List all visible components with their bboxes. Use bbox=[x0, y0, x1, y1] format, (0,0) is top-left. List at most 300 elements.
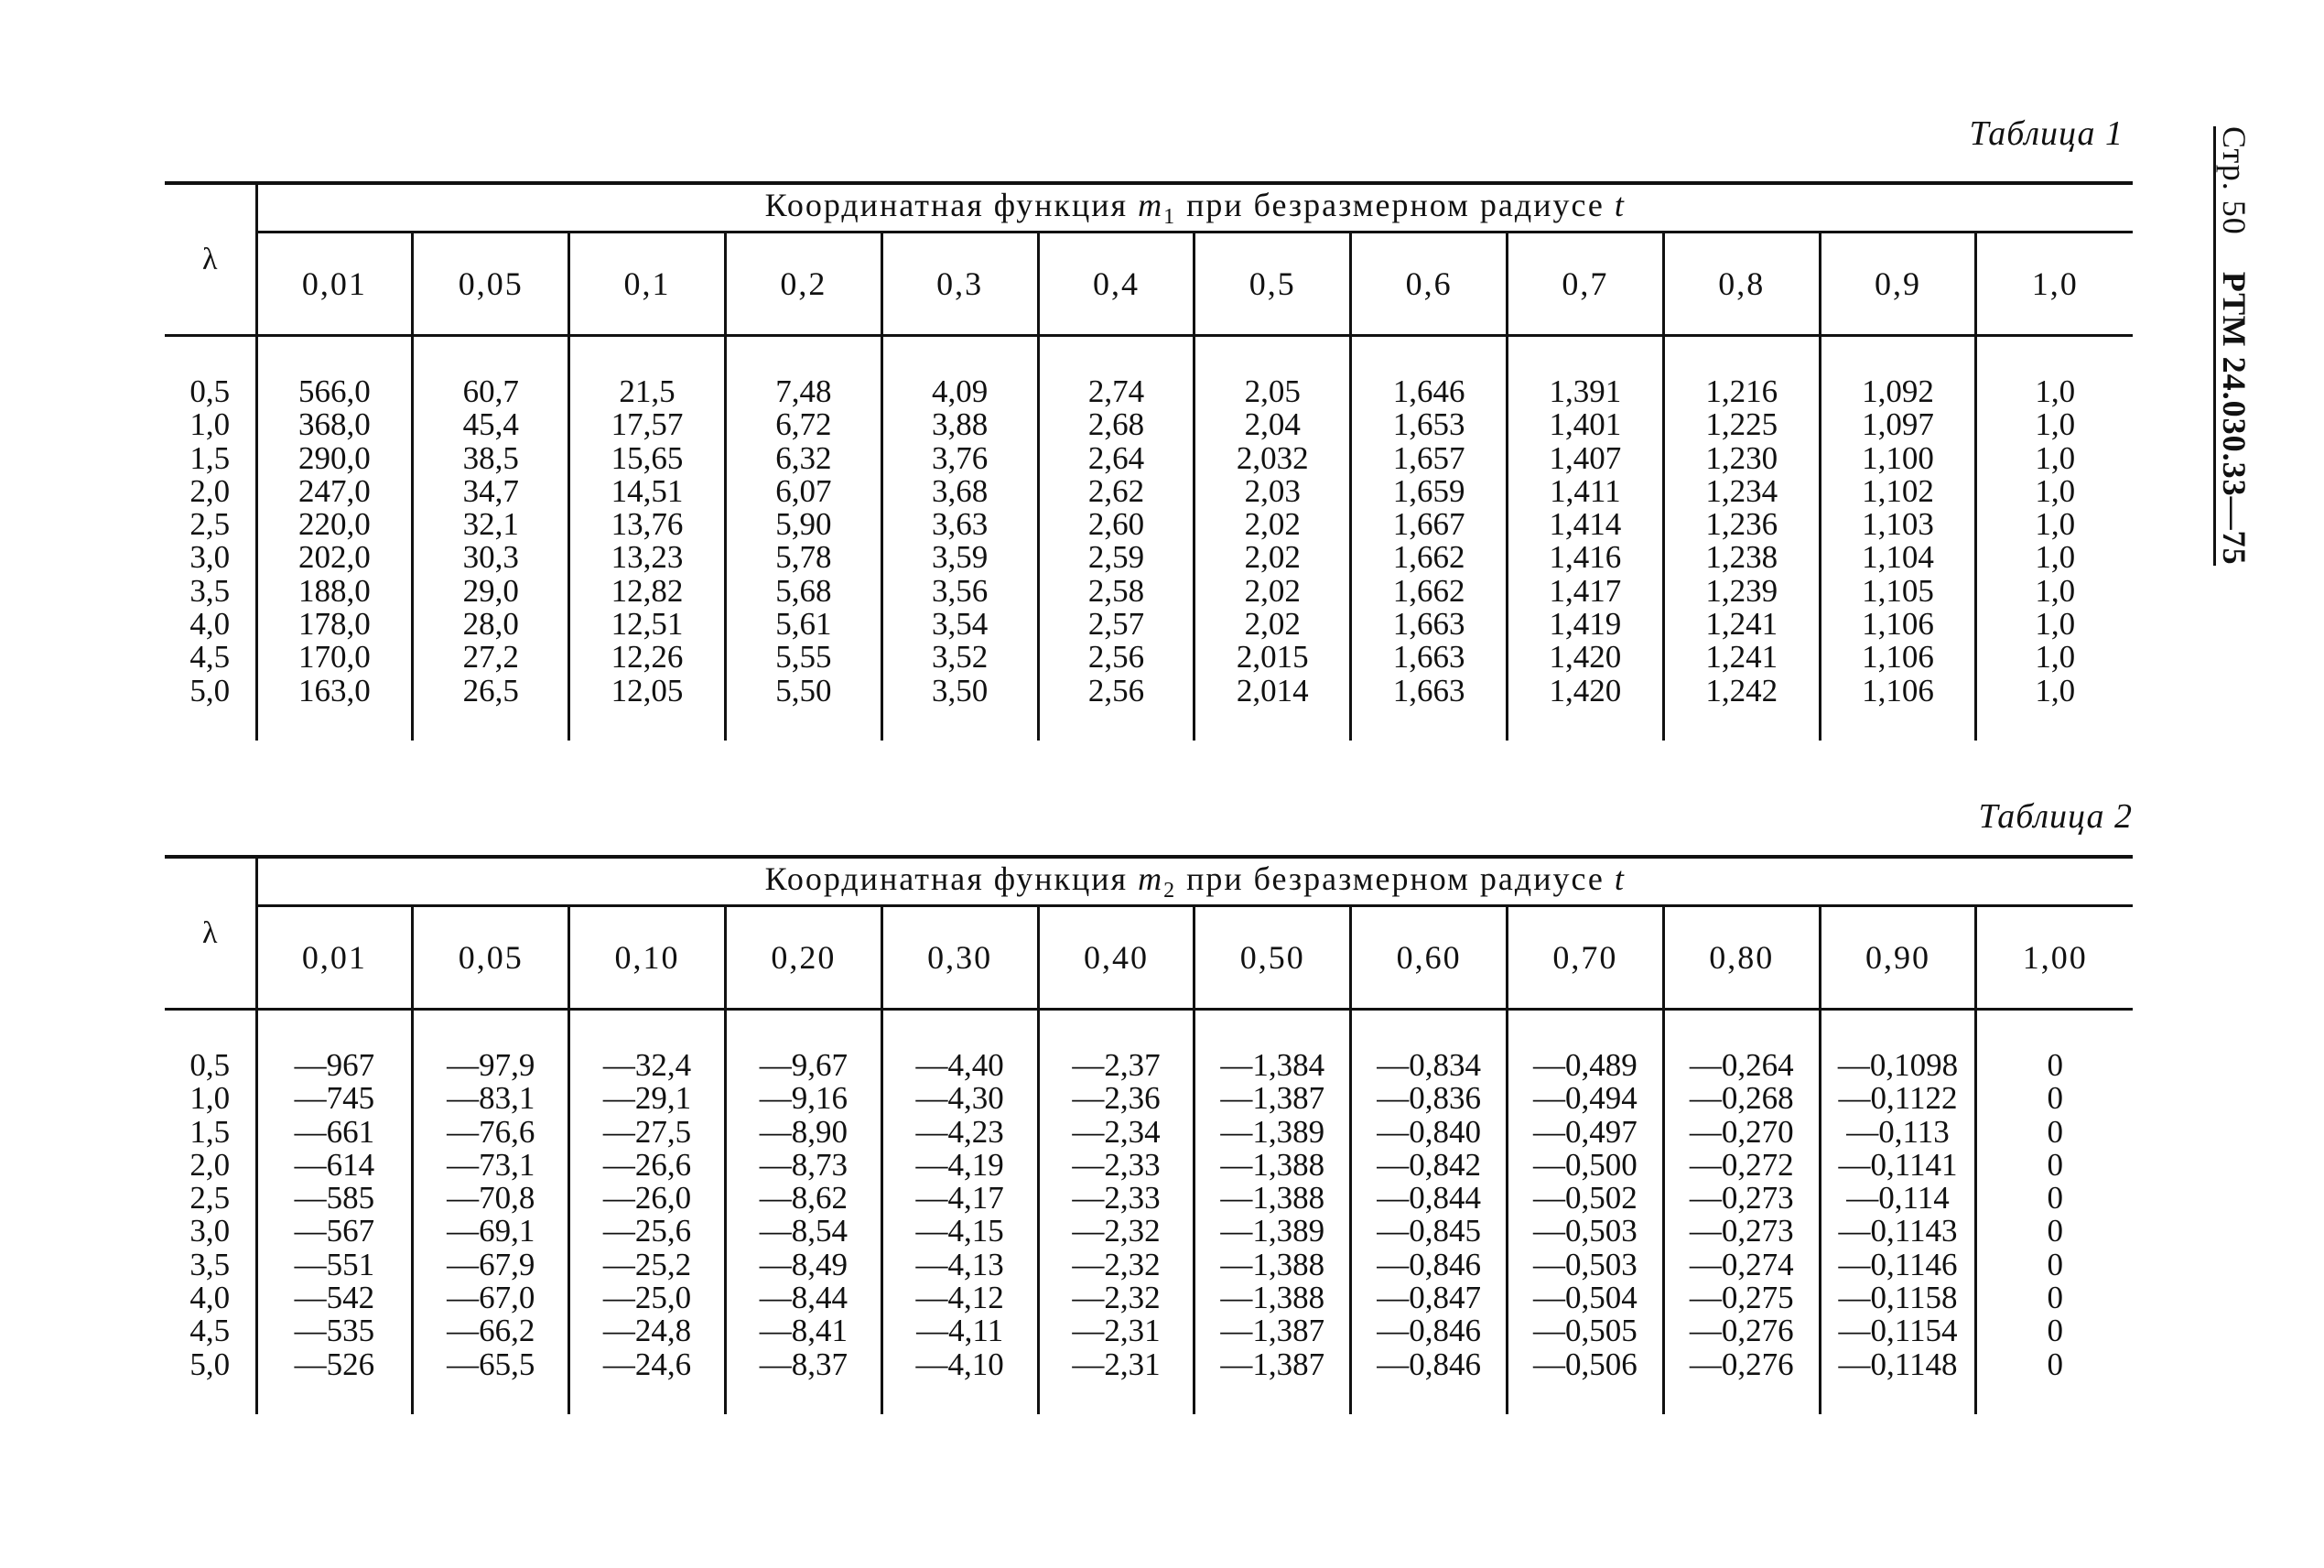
table2-cell: —2,37 bbox=[1072, 1047, 1161, 1083]
table1-value-column bbox=[1976, 336, 2133, 741]
table1-cell: 1,653 bbox=[1392, 406, 1465, 443]
table2-cell: —27,5 bbox=[602, 1113, 692, 1150]
table2-cell: —76,6 bbox=[447, 1113, 535, 1150]
table1-value-column bbox=[413, 336, 569, 741]
table2-lambda-value: 5,0 bbox=[189, 1346, 231, 1382]
table1-cell: 1,657 bbox=[1392, 439, 1465, 476]
table1-cell: 32,1 bbox=[462, 506, 519, 543]
table2-lambda-value: 2,0 bbox=[189, 1146, 231, 1183]
table1-value-column bbox=[881, 336, 1038, 741]
table2-cell: —4,12 bbox=[915, 1280, 1004, 1316]
table2-cell: —2,31 bbox=[1072, 1313, 1161, 1349]
table1-cell: 178,0 bbox=[298, 606, 371, 643]
table2-cell: 0 bbox=[2047, 1047, 2063, 1083]
table1-cell: 2,02 bbox=[1244, 506, 1301, 543]
table2-cell: —0,840 bbox=[1377, 1113, 1481, 1150]
table1-value-column bbox=[1038, 336, 1194, 741]
table1-cell: 1,0 bbox=[2035, 539, 2076, 576]
table1-cell: 1,106 bbox=[1862, 606, 1934, 643]
table2-cell: —1,388 bbox=[1220, 1180, 1325, 1217]
table2-t-header: 0,90 bbox=[1820, 906, 1976, 1010]
table1-cell: 1,662 bbox=[1392, 539, 1465, 576]
table1-caption: Таблица 1 bbox=[1969, 114, 2124, 153]
table2-cell: —0,1148 bbox=[1838, 1346, 1958, 1382]
table1-cell: 1,092 bbox=[1862, 373, 1934, 409]
table1-cell: 3,76 bbox=[932, 439, 989, 476]
table2-cell: —1,389 bbox=[1220, 1113, 1325, 1150]
table1-cell: 45,4 bbox=[462, 406, 519, 443]
table2-cell: 0 bbox=[2047, 1080, 2063, 1117]
table1-cell: 1,238 bbox=[1705, 539, 1778, 576]
table1-t-header: 0,4 bbox=[1038, 232, 1194, 336]
table1-t-header: 1,0 bbox=[1976, 232, 2133, 336]
table2-lambda-value: 4,5 bbox=[189, 1313, 231, 1349]
table1-cell: 1,646 bbox=[1392, 373, 1465, 409]
table2-value-column bbox=[256, 1010, 413, 1414]
table2-cell: —0,489 bbox=[1533, 1047, 1638, 1083]
table2-caption: Таблица 2 bbox=[1978, 797, 2133, 836]
doc-code: РТМ 24.030.33—75 bbox=[2216, 271, 2253, 566]
table2-title-t: t bbox=[1614, 860, 1626, 897]
table2-cell: —2,36 bbox=[1072, 1080, 1161, 1117]
table2-cell: —4,13 bbox=[915, 1246, 1004, 1282]
table2-title bbox=[256, 857, 2133, 906]
table1-cell: 5,50 bbox=[775, 672, 832, 708]
table1-value-column bbox=[569, 336, 726, 741]
table2-cell: —0,272 bbox=[1689, 1146, 1794, 1183]
table1-value-column bbox=[1351, 336, 1508, 741]
table1-cell: 1,236 bbox=[1705, 506, 1778, 543]
table2-cell: —0,268 bbox=[1689, 1080, 1794, 1117]
table2-cell: —8,54 bbox=[759, 1213, 848, 1249]
table1-t-header: 0,01 bbox=[256, 232, 413, 336]
table2-t-header: 0,30 bbox=[881, 906, 1038, 1010]
table1-cell: 3,63 bbox=[932, 506, 989, 543]
table1-cell: 4,09 bbox=[932, 373, 989, 409]
table1-cell: 1,414 bbox=[1549, 506, 1622, 543]
table2-cell: —4,10 bbox=[915, 1346, 1004, 1382]
table1-cell: 1,407 bbox=[1549, 439, 1622, 476]
table2-lambda-header bbox=[165, 857, 256, 1010]
table2-cell: —2,31 bbox=[1072, 1346, 1161, 1382]
table1-cell: 13,76 bbox=[611, 506, 684, 543]
table2-cell: —2,34 bbox=[1072, 1113, 1161, 1150]
table2-t-header: 1,00 bbox=[1976, 906, 2133, 1010]
table2-value-column bbox=[1038, 1010, 1194, 1414]
table1-cell: 2,64 bbox=[1087, 439, 1145, 476]
table2-cell: —535 bbox=[294, 1313, 375, 1349]
table1-cell: 1,667 bbox=[1392, 506, 1465, 543]
table1-cell: 1,100 bbox=[1862, 439, 1934, 476]
table1-cell: 12,82 bbox=[611, 572, 684, 609]
table1-t-header: 0,1 bbox=[569, 232, 726, 336]
table1-cell: 2,56 bbox=[1087, 672, 1145, 708]
table1-t-header: 0,7 bbox=[1508, 232, 1664, 336]
table2-cell: —2,33 bbox=[1072, 1180, 1161, 1217]
table1-cell: 1,216 bbox=[1705, 373, 1778, 409]
table1-cell: 1,106 bbox=[1862, 639, 1934, 676]
table2-cell: —25,6 bbox=[602, 1213, 692, 1249]
table1-value-column bbox=[1820, 336, 1976, 741]
table2-cell: —1,384 bbox=[1220, 1047, 1325, 1083]
table1-cell: 1,234 bbox=[1705, 472, 1778, 509]
table2-value-column bbox=[1976, 1010, 2133, 1414]
table1-cell: 368,0 bbox=[298, 406, 371, 443]
table1-t-header: 0,6 bbox=[1351, 232, 1508, 336]
table1-title-suffix: при безразмерном радиусе bbox=[1186, 186, 1605, 223]
table1-value-column bbox=[1194, 336, 1351, 741]
table2-cell: 0 bbox=[2047, 1346, 2063, 1382]
table1-cell: 2,03 bbox=[1244, 472, 1301, 509]
table1-cell: 290,0 bbox=[298, 439, 371, 476]
table2-cell: 0 bbox=[2047, 1246, 2063, 1282]
table1-cell: 1,419 bbox=[1549, 606, 1622, 643]
table1-t-header: 0,8 bbox=[1663, 232, 1820, 336]
table1-value-column bbox=[256, 336, 413, 741]
table2-t-header: 0,10 bbox=[569, 906, 726, 1010]
table1-cell: 7,48 bbox=[775, 373, 832, 409]
table1-t-header-row bbox=[165, 232, 2133, 336]
table2-lambda-value: 1,0 bbox=[189, 1080, 231, 1117]
table2-lambda-value: 2,5 bbox=[189, 1180, 231, 1217]
table2-cell: —9,16 bbox=[759, 1080, 848, 1117]
table2-cell: —542 bbox=[294, 1280, 375, 1316]
table1-title-prefix: Координатная функция bbox=[764, 186, 1129, 223]
table2-cell: —66,2 bbox=[447, 1313, 535, 1349]
table2-title-var bbox=[1138, 860, 1177, 903]
table1-cell: 1,241 bbox=[1705, 606, 1778, 643]
table1-cell: 1,420 bbox=[1549, 672, 1622, 708]
table2-cell: —0,497 bbox=[1533, 1113, 1638, 1150]
table1-cell: 2,04 bbox=[1244, 406, 1301, 443]
table1-cell: 6,32 bbox=[775, 439, 832, 476]
table1-cell: 1,0 bbox=[2035, 373, 2076, 409]
table1-cell: 202,0 bbox=[298, 539, 371, 576]
table2-cell: —70,8 bbox=[447, 1180, 535, 1217]
table2-value-column bbox=[1820, 1010, 1976, 1414]
table1-cell: 38,5 bbox=[462, 439, 519, 476]
table1-cell: 13,23 bbox=[611, 539, 684, 576]
table1-cell: 1,417 bbox=[1549, 572, 1622, 609]
table1-cell: 5,55 bbox=[775, 639, 832, 676]
table2-lambda-column bbox=[165, 1010, 256, 1414]
table2 bbox=[165, 855, 2133, 1414]
table2-cell: —0,273 bbox=[1689, 1213, 1794, 1249]
table1-cell: 1,416 bbox=[1549, 539, 1622, 576]
table2-cell: —0,847 bbox=[1377, 1280, 1481, 1316]
table1-lambda-value: 4,0 bbox=[189, 606, 231, 643]
table2-cell: —0,844 bbox=[1377, 1180, 1481, 1217]
table1-lambda-header bbox=[165, 183, 256, 336]
table1-value-column bbox=[1663, 336, 1820, 741]
table2-cell: —745 bbox=[294, 1080, 375, 1117]
table2-cell: —67,9 bbox=[447, 1246, 535, 1282]
table1-cell: 60,7 bbox=[462, 373, 519, 409]
table2-cell: —4,19 bbox=[915, 1146, 1004, 1183]
table1-cell: 1,0 bbox=[2035, 439, 2076, 476]
table2-cell: —1,388 bbox=[1220, 1280, 1325, 1316]
table2-cell: —4,40 bbox=[915, 1047, 1004, 1083]
table1-cell: 2,014 bbox=[1236, 672, 1309, 708]
table2-lambda-value: 3,5 bbox=[189, 1246, 231, 1282]
table1-cell: 27,2 bbox=[462, 639, 519, 676]
table2-lambda-value: 4,0 bbox=[189, 1280, 231, 1316]
table1-t-header: 0,05 bbox=[413, 232, 569, 336]
table1-cell: 1,103 bbox=[1862, 506, 1934, 543]
table1-cell: 30,3 bbox=[462, 539, 519, 576]
table2-value-column bbox=[725, 1010, 881, 1414]
table2-cell: —4,23 bbox=[915, 1113, 1004, 1150]
table1-cell: 1,663 bbox=[1392, 672, 1465, 708]
table2-cell: —2,32 bbox=[1072, 1213, 1161, 1249]
table1-lambda-value: 4,5 bbox=[189, 639, 231, 676]
table1-lambda-value: 2,5 bbox=[189, 506, 231, 543]
table2-cell: —24,8 bbox=[602, 1313, 692, 1349]
table1-cell: 1,0 bbox=[2035, 572, 2076, 609]
table2-cell: —1,387 bbox=[1220, 1313, 1325, 1349]
table2-cell: —8,41 bbox=[759, 1313, 848, 1349]
table1-cell: 1,102 bbox=[1862, 472, 1934, 509]
table2-title-var-letter: m bbox=[1138, 860, 1164, 897]
table2-cell: —0,846 bbox=[1377, 1246, 1481, 1282]
table2-value-column bbox=[1194, 1010, 1351, 1414]
table1-cell: 2,58 bbox=[1087, 572, 1145, 609]
table2-title-sub: 2 bbox=[1163, 879, 1177, 903]
table1-cell: 1,241 bbox=[1705, 639, 1778, 676]
table2-cell: —2,32 bbox=[1072, 1280, 1161, 1316]
table2-cell: —0,114 bbox=[1846, 1180, 1950, 1217]
table1-cell: 2,62 bbox=[1087, 472, 1145, 509]
table1-cell: 14,51 bbox=[611, 472, 684, 509]
table2-cell: —661 bbox=[294, 1113, 375, 1150]
table1-cell: 34,7 bbox=[462, 472, 519, 509]
table1-cell: 2,02 bbox=[1244, 606, 1301, 643]
table1-cell: 12,05 bbox=[611, 672, 684, 708]
table2-cell: —0,846 bbox=[1377, 1346, 1481, 1382]
table1-cell: 1,0 bbox=[2035, 606, 2076, 643]
table1-cell: 1,0 bbox=[2035, 506, 2076, 543]
table1-cell: 6,07 bbox=[775, 472, 832, 509]
table2-cell: —8,73 bbox=[759, 1146, 848, 1183]
table1-cell: 2,032 bbox=[1236, 439, 1309, 476]
table2-title-row bbox=[165, 857, 2133, 906]
table1-cell: 2,05 bbox=[1244, 373, 1301, 409]
table2-cell: —4,15 bbox=[915, 1213, 1004, 1249]
table1-cell: 3,59 bbox=[932, 539, 989, 576]
table1-title bbox=[256, 183, 2133, 232]
table2-cell: —69,1 bbox=[447, 1213, 535, 1249]
table2-cell: 0 bbox=[2047, 1180, 2063, 1217]
table2-cell: —0,113 bbox=[1846, 1113, 1950, 1150]
table1-lambda-value: 1,0 bbox=[189, 406, 231, 443]
table1-title-var-letter: m bbox=[1138, 186, 1164, 223]
table1-cell: 1,225 bbox=[1705, 406, 1778, 443]
table1-cell: 1,105 bbox=[1862, 572, 1934, 609]
table2-lambda-label: λ bbox=[202, 915, 218, 950]
table1-cell: 15,65 bbox=[611, 439, 684, 476]
table2-cell: —26,6 bbox=[602, 1146, 692, 1183]
table2-cell: 0 bbox=[2047, 1280, 2063, 1316]
table1-lambda-value: 1,5 bbox=[189, 439, 231, 476]
table2-cell: —585 bbox=[294, 1180, 375, 1217]
table2-cell: —0,842 bbox=[1377, 1146, 1481, 1183]
table1-cell: 26,5 bbox=[462, 672, 519, 708]
table2-cell: —0,1098 bbox=[1837, 1047, 1959, 1083]
table1-cell: 3,88 bbox=[932, 406, 989, 443]
table1-cell: 220,0 bbox=[298, 506, 371, 543]
table2-cell: —67,0 bbox=[447, 1280, 535, 1316]
table2-cell: —8,44 bbox=[759, 1280, 848, 1316]
table2-cell: —0,1154 bbox=[1838, 1313, 1958, 1349]
table2-cell: —0,1122 bbox=[1838, 1080, 1958, 1117]
table2-cell: —97,9 bbox=[447, 1047, 535, 1083]
table1-t-header: 0,3 bbox=[881, 232, 1038, 336]
table2-cell: —0,836 bbox=[1377, 1080, 1481, 1117]
table2-value-column bbox=[881, 1010, 1038, 1414]
table2-cell: 0 bbox=[2047, 1213, 2063, 1249]
table2-t-header-row bbox=[165, 906, 2133, 1010]
table1-title-sub: 1 bbox=[1163, 205, 1177, 230]
table1-cell: 3,52 bbox=[932, 639, 989, 676]
table1-cell: 5,68 bbox=[775, 572, 832, 609]
table2-cell: —9,67 bbox=[759, 1047, 848, 1083]
table2-t-header: 0,01 bbox=[256, 906, 413, 1010]
table2-t-header: 0,70 bbox=[1508, 906, 1664, 1010]
table2-cell: —0,274 bbox=[1689, 1246, 1794, 1282]
table1-cell: 1,230 bbox=[1705, 439, 1778, 476]
table1-lambda-value: 3,5 bbox=[189, 572, 231, 609]
table2-cell: —567 bbox=[294, 1213, 375, 1249]
table2-cell: —0,276 bbox=[1689, 1313, 1794, 1349]
table2-cell: —0,503 bbox=[1533, 1213, 1638, 1249]
table1-cell: 17,57 bbox=[611, 406, 684, 443]
table2-cell: —1,389 bbox=[1220, 1213, 1325, 1249]
table1-cell: 2,68 bbox=[1087, 406, 1145, 443]
table2-t-header: 0,50 bbox=[1194, 906, 1351, 1010]
table2-cell: —32,4 bbox=[602, 1047, 692, 1083]
table2-cell: —967 bbox=[294, 1047, 375, 1083]
table1-cell: 12,26 bbox=[611, 639, 684, 676]
table1-cell: 2,02 bbox=[1244, 572, 1301, 609]
table1-cell: 1,391 bbox=[1549, 373, 1622, 409]
table1-cell: 3,56 bbox=[932, 572, 989, 609]
table2-cell: —0,846 bbox=[1377, 1313, 1481, 1349]
side-header-text bbox=[2215, 126, 2254, 566]
table2-cell: 0 bbox=[2047, 1113, 2063, 1150]
table2-value-column bbox=[413, 1010, 569, 1414]
table2-cell: —0,506 bbox=[1533, 1346, 1638, 1382]
table1-cell: 1,420 bbox=[1549, 639, 1622, 676]
table2-t-header: 0,05 bbox=[413, 906, 569, 1010]
table1-cell: 1,411 bbox=[1550, 472, 1621, 509]
table2-cell: —0,1143 bbox=[1838, 1213, 1958, 1249]
table2-cell: —1,387 bbox=[1220, 1080, 1325, 1117]
table2-cell: —0,502 bbox=[1533, 1180, 1638, 1217]
table1-lambda-value: 0,5 bbox=[189, 373, 231, 409]
table1-cell: 1,662 bbox=[1392, 572, 1465, 609]
table1-cell: 566,0 bbox=[298, 373, 371, 409]
table1-title-t: t bbox=[1614, 186, 1626, 223]
table2-cell: —1,388 bbox=[1220, 1246, 1325, 1282]
table2-value-column bbox=[1508, 1010, 1664, 1414]
table2-cell: —0,275 bbox=[1689, 1280, 1794, 1316]
table1-cell: 2,015 bbox=[1236, 639, 1309, 676]
table1-cell: 247,0 bbox=[298, 472, 371, 509]
table1-cell: 1,401 bbox=[1549, 406, 1622, 443]
table2-cell: —0,504 bbox=[1533, 1280, 1638, 1316]
table2-cell: —0,1158 bbox=[1838, 1280, 1958, 1316]
table1-title-var bbox=[1138, 186, 1177, 230]
page-label: Стр. 50 bbox=[2216, 126, 2253, 235]
table1-cell: 5,90 bbox=[775, 506, 832, 543]
table2-cell: —0,834 bbox=[1377, 1047, 1481, 1083]
table2-cell: —8,90 bbox=[759, 1113, 848, 1150]
table2-cell: —526 bbox=[294, 1346, 375, 1382]
table2-t-header: 0,20 bbox=[725, 906, 881, 1010]
table1-cell: 2,59 bbox=[1087, 539, 1145, 576]
table2-cell: —0,503 bbox=[1533, 1246, 1638, 1282]
table1-cell: 1,663 bbox=[1392, 639, 1465, 676]
table2-title-suffix: при безразмерном радиусе bbox=[1186, 860, 1605, 897]
table1-cell: 2,02 bbox=[1244, 539, 1301, 576]
table1-cell: 5,78 bbox=[775, 539, 832, 576]
table1-t-header: 0,2 bbox=[725, 232, 881, 336]
table1-cell: 1,0 bbox=[2035, 472, 2076, 509]
table2-cell: —1,387 bbox=[1220, 1346, 1325, 1382]
table1-title-row bbox=[165, 183, 2133, 232]
table2-cell: —2,32 bbox=[1072, 1246, 1161, 1282]
table1-cell: 2,56 bbox=[1087, 639, 1145, 676]
table1-lambda-value: 2,0 bbox=[189, 472, 231, 509]
side-header bbox=[2213, 126, 2268, 566]
table2-cell: —0,264 bbox=[1689, 1047, 1794, 1083]
table1 bbox=[165, 181, 2133, 741]
table2-cell: —0,500 bbox=[1533, 1146, 1638, 1183]
table1-lambda-value: 3,0 bbox=[189, 539, 231, 576]
table2-lambda-value: 3,0 bbox=[189, 1213, 231, 1249]
table2-cell: —551 bbox=[294, 1246, 375, 1282]
table2-cell: 0 bbox=[2047, 1146, 2063, 1183]
table1-cell: 1,097 bbox=[1862, 406, 1934, 443]
table1-value-column bbox=[725, 336, 881, 741]
table2-cell: —4,17 bbox=[915, 1180, 1004, 1217]
table2-cell: —73,1 bbox=[447, 1146, 535, 1183]
table1-cell: 1,663 bbox=[1392, 606, 1465, 643]
table2-value-column bbox=[1351, 1010, 1508, 1414]
table2-cell: —0,494 bbox=[1533, 1080, 1638, 1117]
table2-cell: —0,845 bbox=[1377, 1213, 1481, 1249]
table2-t-header: 0,40 bbox=[1038, 906, 1194, 1010]
table1-cell: 2,57 bbox=[1087, 606, 1145, 643]
table2-cell: —26,0 bbox=[602, 1180, 692, 1217]
table2-value-column bbox=[569, 1010, 726, 1414]
table1-cell: 21,5 bbox=[619, 373, 676, 409]
table2-cell: —24,6 bbox=[602, 1346, 692, 1382]
table2-value-column bbox=[1663, 1010, 1820, 1414]
table2-cell: —614 bbox=[294, 1146, 375, 1183]
table1-cell: 1,0 bbox=[2035, 672, 2076, 708]
table2-cell: —2,33 bbox=[1072, 1146, 1161, 1183]
table1-lambda-label: λ bbox=[202, 242, 218, 276]
table2-cell: —83,1 bbox=[447, 1080, 535, 1117]
table1-value-column bbox=[1508, 336, 1664, 741]
table1-cell: 1,106 bbox=[1862, 672, 1934, 708]
table2-cell: —8,37 bbox=[759, 1346, 848, 1382]
table2-lambda-value: 0,5 bbox=[189, 1047, 231, 1083]
table1-cell: 2,74 bbox=[1087, 373, 1145, 409]
table1-cell: 188,0 bbox=[298, 572, 371, 609]
table1-cell: 6,72 bbox=[775, 406, 832, 443]
